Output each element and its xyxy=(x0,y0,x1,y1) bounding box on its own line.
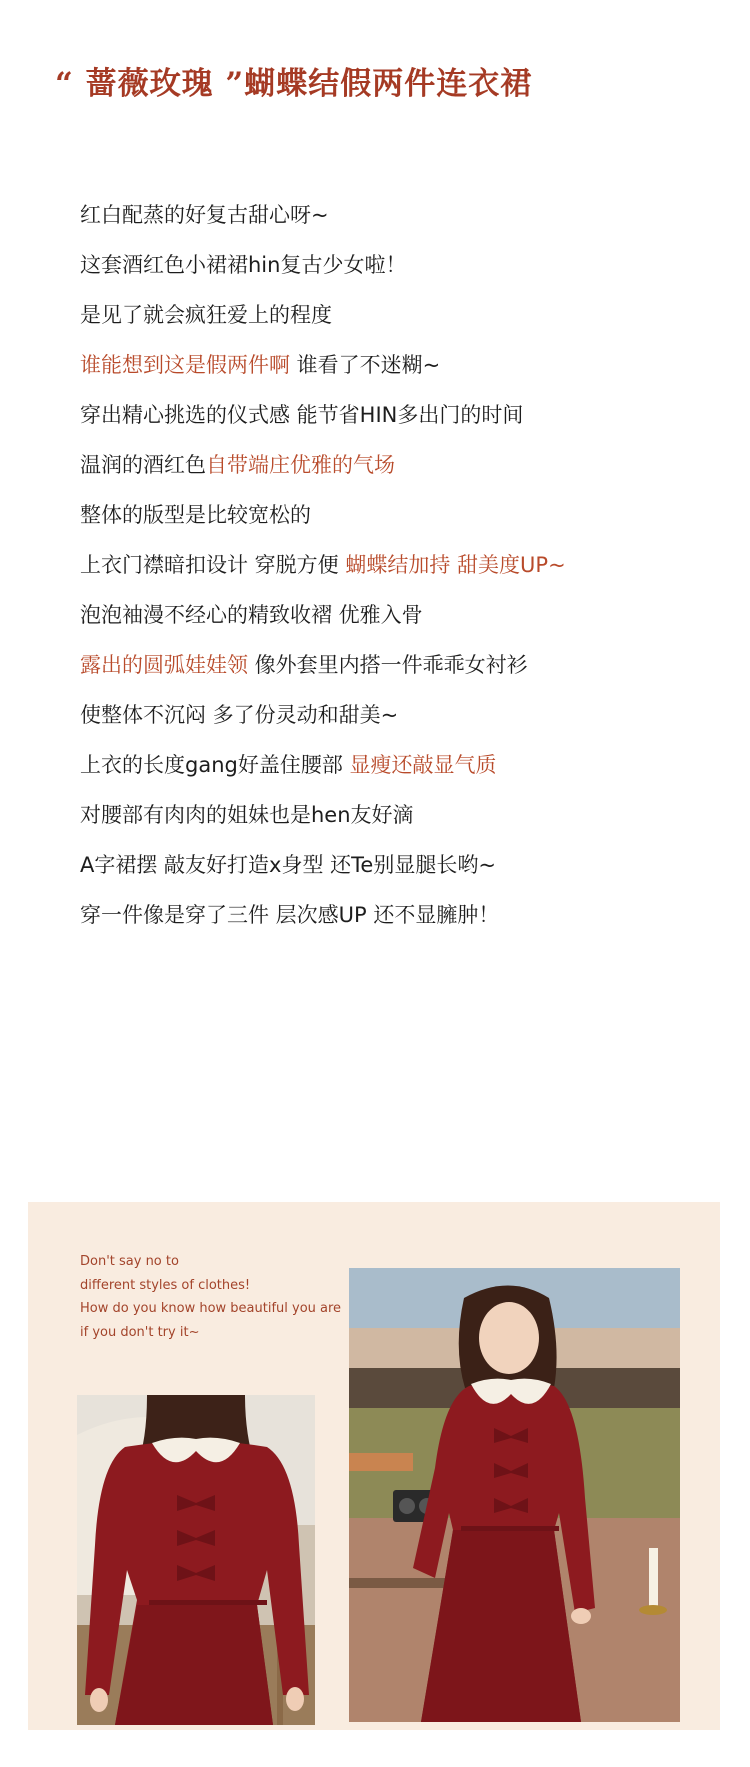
product-photo-left xyxy=(77,1395,315,1725)
description-line xyxy=(80,450,700,500)
description-line xyxy=(80,600,700,650)
description-line xyxy=(80,400,700,450)
line-text: 是见了就会疯狂爱上的程度 xyxy=(80,303,332,327)
highlight-text: 自带端庄优雅的气场 xyxy=(206,453,395,477)
description-line xyxy=(80,350,700,400)
line-text: 红白配蒸的好复古甜心呀~ xyxy=(80,203,329,227)
description-line xyxy=(80,500,700,550)
highlight-text: 显瘦还敲显气质 xyxy=(349,753,497,777)
description-line xyxy=(80,300,700,350)
highlight-text: 谁能想到这是假两件啊 xyxy=(80,353,290,377)
description-line xyxy=(80,800,700,850)
line-text: 穿出精心挑选的仪式感 能节省HIN多出门的时间 xyxy=(80,403,524,427)
line-text: 上衣的长度gang好盖住腰部 xyxy=(80,753,350,777)
description-line xyxy=(80,900,700,950)
product-photo-right xyxy=(349,1268,680,1722)
line-text: 谁看了不迷糊~ xyxy=(290,353,441,377)
description-text xyxy=(80,200,700,950)
description-line xyxy=(80,250,700,300)
caption-line: if you don't try it~ xyxy=(80,1324,200,1340)
highlight-text: 蝴蝶结加持 甜美度UP~ xyxy=(345,553,566,577)
line-text: 泡泡袖漫不经心的精致收褶 优雅入骨 xyxy=(80,603,423,627)
line-text: 像外套里内搭一件乖乖女衬衫 xyxy=(248,653,528,677)
description-line xyxy=(80,200,700,250)
line-text: 穿一件像是穿了三件 层次感UP 还不显臃肿！ xyxy=(80,903,500,927)
caption-line: Don't say no to xyxy=(80,1254,179,1269)
line-text: 对腰部有肉肉的姐妹也是hen友好滴 xyxy=(80,803,414,827)
line-text: 这套酒红色小裙裙hin复古少女啦！ xyxy=(80,253,407,277)
line-text: 使整体不沉闷 多了份灵动和甜美~ xyxy=(80,703,399,727)
english-caption xyxy=(80,1250,341,1344)
description-line xyxy=(80,700,700,750)
line-text: 温润的酒红色 xyxy=(80,453,206,477)
description-line xyxy=(80,850,700,900)
page-title: “ 蔷薇玫瑰 ”蝴蝶结假两件连衣裙 xyxy=(55,66,533,102)
line-text: 整体的版型是比较宽松的 xyxy=(80,503,311,527)
description-line xyxy=(80,550,700,600)
caption-line: different styles of clothes! xyxy=(80,1277,251,1293)
description-line xyxy=(80,650,700,700)
description-line xyxy=(80,750,700,800)
highlight-text: 露出的圆弧娃娃领 xyxy=(80,653,248,677)
caption-line: How do you know how beautiful you are xyxy=(80,1301,342,1316)
line-text: 上衣门襟暗扣设计 穿脱方便 xyxy=(80,553,346,577)
line-text: A字裙摆 敲友好打造x身型 还Te别显腿长哟~ xyxy=(80,853,496,877)
